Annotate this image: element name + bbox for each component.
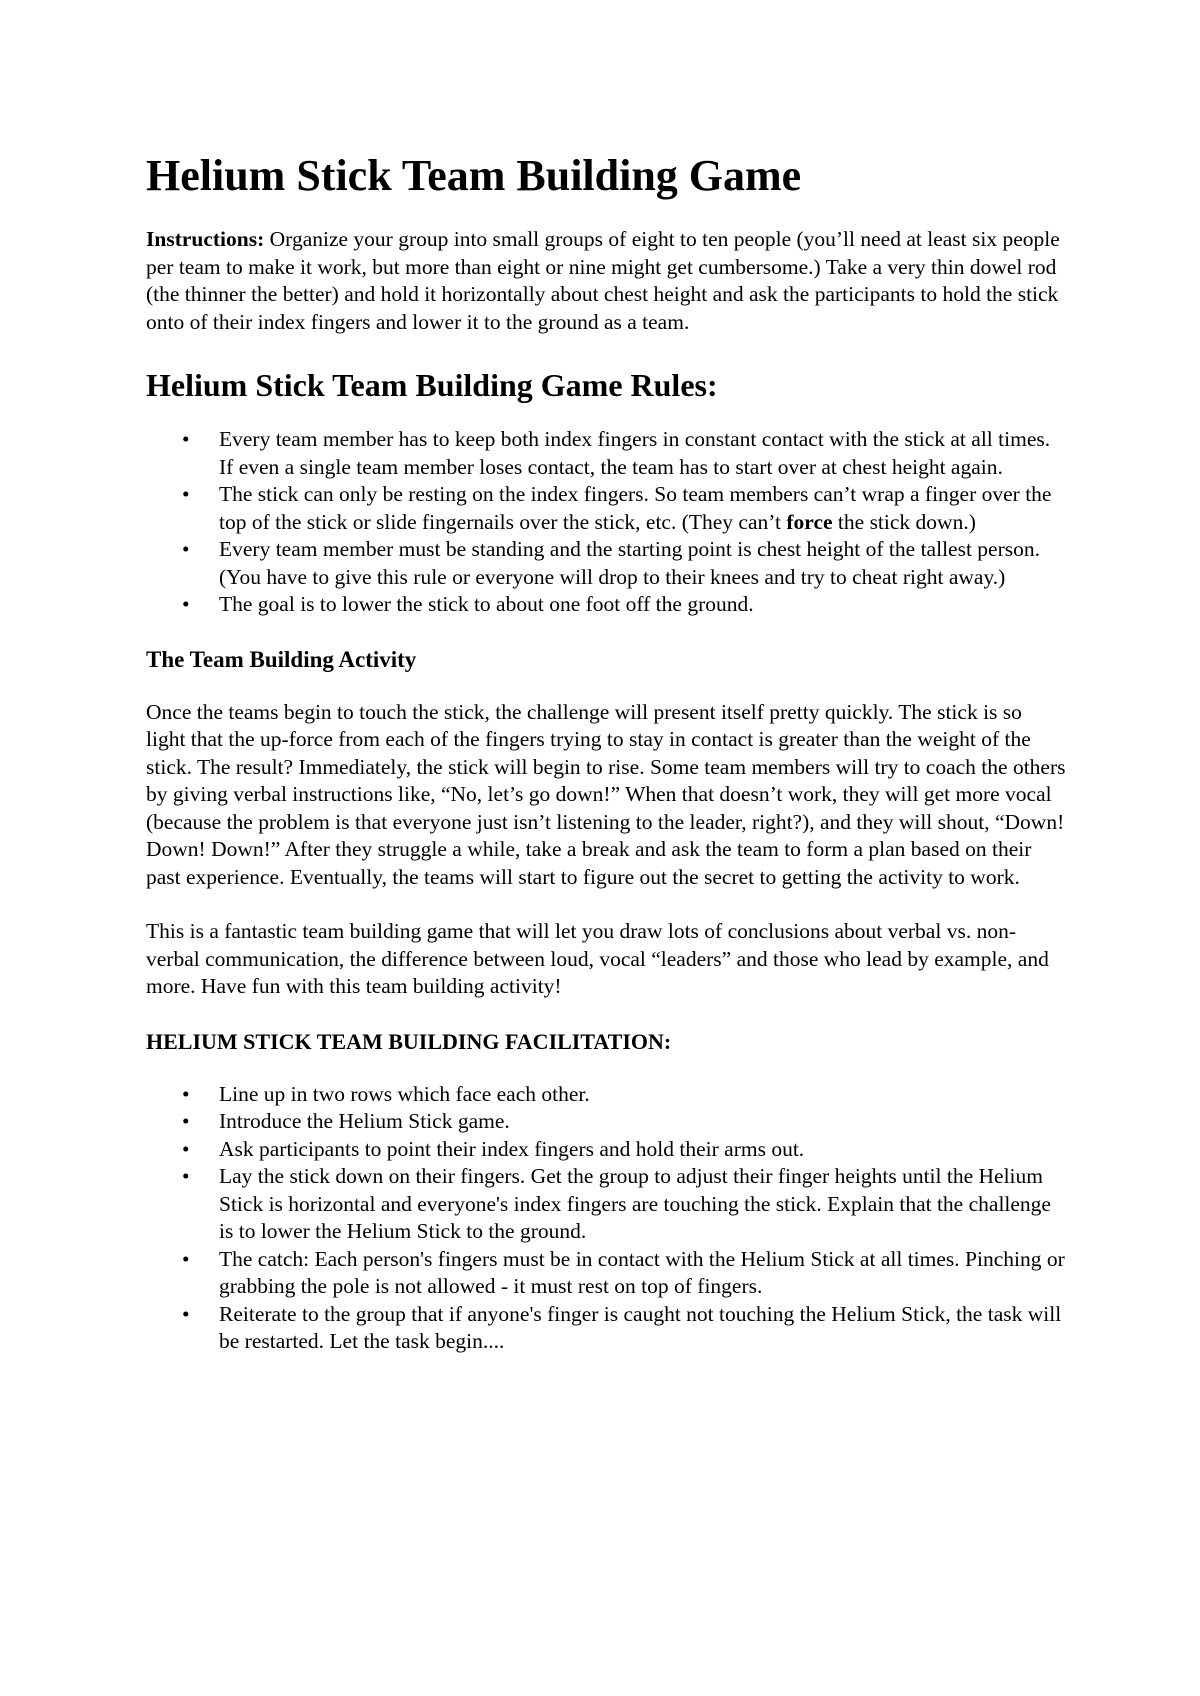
- list-item: [146, 1081, 1066, 1109]
- list-item: [146, 481, 1066, 536]
- bullet-icon: •: [182, 482, 190, 506]
- activity-paragraph-2: This is a fantastic team building game that will let you draw lots of conclusions about verbal vs. non-verbal communication, the difference between loud, vocal “leaders” and those who lead by example, and more. Have fun with this team building activity!: [146, 919, 1049, 998]
- rule-text: Every team member must be standing and the starting point is chest height of the tallest person. (You have to give this rule or everyone will drop to their knees and try to cheat right away.): [219, 537, 1040, 589]
- rule-text: Every team member has to keep both index fingers in constant contact with the stick at all times. If even a single team member loses contact, the team has to start over at chest height again.: [219, 427, 1051, 479]
- instructions-text: Organize your group into small groups of eight to ten people (you’ll need at least six people per team to make it work, but more than eight or nine might get cumbersome.) Take a very thin dowel rod (the thinner the better) and hold it horizontally about chest height and ask the participants to hold the stick onto of their index fingers and lower it to the ground as a team.: [146, 227, 1060, 334]
- rules-heading: Helium Stick Team Building Game Rules:: [146, 367, 718, 403]
- rule-text: The stick can only be resting on the index fingers. So team members can’t wrap a finger over the top of the stick or slide fingernails over the stick, etc. (They can’t: [219, 482, 1052, 534]
- list-item: [146, 536, 1066, 591]
- page-title: Helium Stick Team Building Game: [146, 151, 802, 200]
- list-item: [146, 1301, 1066, 1356]
- facilitation-heading: HELIUM STICK TEAM BUILDING FACILITATION:: [146, 1028, 672, 1054]
- list-item: [146, 1163, 1066, 1246]
- rule-text: the stick down.): [832, 509, 976, 534]
- list-item: [146, 591, 1066, 619]
- rules-list: [146, 426, 1066, 619]
- bullet-icon: •: [182, 1081, 190, 1106]
- facilitation-text: Reiterate to the group that if anyone's finger is caught not touching the Helium Stick, the task will be restarted. Let the task begin....: [219, 1301, 1062, 1353]
- bullet-icon: •: [182, 537, 190, 561]
- bullet-icon: •: [182, 1136, 190, 1161]
- rule-emphasis: force: [786, 509, 833, 534]
- list-item: [146, 1108, 1066, 1136]
- facilitation-text: Lay the stick down on their fingers. Get the group to adjust their finger heights until the Helium Stick is horizontal and everyone's index fingers are touching the stick. Explain that the challenge is to lower the Helium Stick to the ground.: [219, 1164, 1051, 1243]
- bullet-icon: •: [182, 1109, 190, 1133]
- document-page: [146, 150, 1066, 1356]
- list-item: [146, 426, 1066, 481]
- list-item: [146, 1246, 1066, 1301]
- bullet-icon: •: [182, 427, 190, 451]
- activity-paragraph-1: Once the teams begin to touch the stick, the challenge will present itself pretty quickly. The stick is so light that the up-force from each of the fingers trying to stay in contact is greater than the weight of the stick. The result? Immediately, the stick will begin to rise. Some team members will try to coach the others by giving verbal instructions like, “No, let’s go down!” When that doesn’t work, they will get more vocal (because the problem is that everyone just isn’t listening to the leader, right?), and they will shout, “Down! Down! Down!” After they struggle a while, take a break and ask the team to form a plan based on their past experience. Eventually, the teams will start to figure out the secret to getting the activity to work.: [146, 699, 1066, 889]
- facilitation-text: Ask participants to point their index fingers and hold their arms out.: [219, 1136, 805, 1161]
- facilitation-list: [146, 1081, 1066, 1356]
- bullet-icon: •: [182, 1301, 190, 1326]
- facilitation-text: Line up in two rows which face each other.: [219, 1081, 590, 1106]
- bullet-icon: •: [182, 1246, 190, 1271]
- activity-heading: The Team Building Activity: [146, 646, 417, 672]
- bullet-icon: •: [182, 592, 190, 616]
- rule-text: The goal is to lower the stick to about one foot off the ground.: [219, 592, 754, 616]
- facilitation-text: Introduce the Helium Stick game.: [219, 1109, 510, 1133]
- list-item: [146, 1136, 1066, 1164]
- instructions-label: Instructions:: [146, 227, 265, 251]
- facilitation-text: The catch: Each person's fingers must be in contact with the Helium Stick at all times. Pinching or grabbing the pole is not allowed - it must rest on top of fingers.: [219, 1246, 1065, 1298]
- instructions-paragraph: [146, 226, 1066, 336]
- bullet-icon: •: [182, 1164, 190, 1188]
